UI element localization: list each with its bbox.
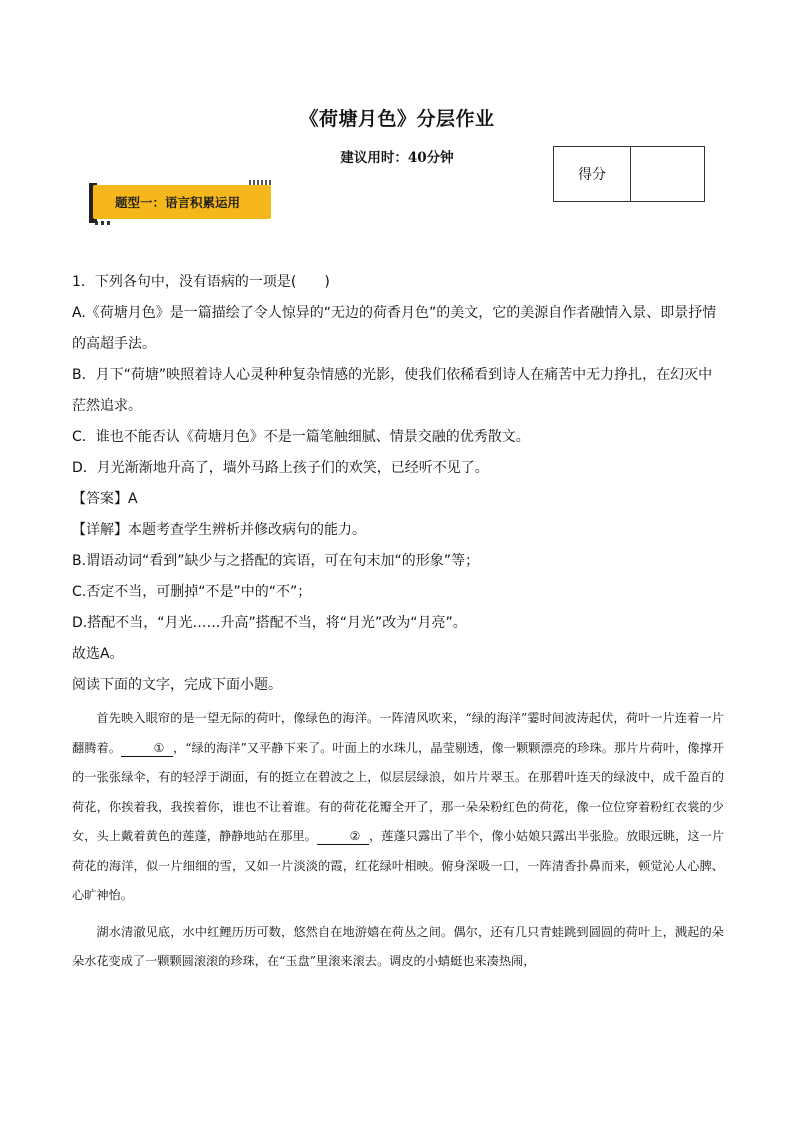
passage-text: 首先映入眼帘的是一望无际的荷叶，像绿色的海洋。一阵清风吹来，“绿的海洋”霎时间波涛起伏，荷叶一片连着一片翻腾着。 (72, 711, 724, 755)
option-a: A.《荷塘月色》是一篇描绘了令人惊异的“无边的荷香月色”的美文，它的美源自作者融情入景、即景抒情的高超手法。 (72, 305, 717, 352)
blank-1: ① (121, 740, 173, 757)
detail-b: B.谓语动词“看到”缺少与之搭配的宾语，可在句末加“的形象”等； (72, 553, 480, 569)
passage-text: ，莲蓬只露出了半个，像小姑娘只露出半张脸。放眼远眺，这一片荷花的海洋，似一片细细的雪，又如一片淡淡的霞，红花绿叶相映。俯身深吸一口，一阵清香扑鼻而来，顿觉沁人心脾、心旷神怡。 (72, 829, 725, 902)
answer: 【答案】A (72, 491, 138, 507)
passage-paragraph-1 (72, 704, 724, 911)
option-c: C．谁也不能否认《荷塘月色》不是一篇笔触细腻、情景交融的优秀散文。 (72, 429, 530, 445)
question-stem: 1．下列各句中，没有语病的一项是( ) (72, 274, 330, 290)
score-box (553, 146, 705, 202)
question-1 (72, 267, 722, 701)
page-title: 《荷塘月色》分层作业 (299, 108, 495, 130)
section-banner (89, 180, 271, 226)
passage-text: ，“绿的海洋”又平静下来了。叶面上的水珠儿，晶莹剔透，像一颗颗漂亮的珍珠。那片片荷叶，像撑开的一张张绿伞，有的轻浮于湖面，有的挺立在碧波之上，似层层绿浪，如片片翠玉。在那碧叶连天的绿波中，成千盈百的荷花，你挨着我，我挨着你，谁也不让着谁。有的荷花花瓣全开了，那一朵朵粉红色的荷花，像一位位穿着粉红衣裳的少女，头上戴着黄色的莲蓬，静静地站在那里。 (72, 740, 724, 843)
score-label: 得分 (554, 147, 631, 201)
banner-dots-decoration (95, 221, 111, 225)
reading-intro: 阅读下面的文字，完成下面小题。 (72, 677, 282, 693)
passage-paragraph-2: 湖水清澈见底，水中红鲤历历可数，悠然自在地游嬉在荷丛之间。偶尔，还有几只青蛙跳到圆圆的荷叶上，溅起的朵朵水花变成了一颗颗圆滚滚的珍珠，在“玉盘”里滚来滚去。调皮的小蜻蜓也来凑热闹， (72, 924, 724, 968)
conclusion: 故选A。 (72, 646, 124, 662)
option-d: D．月光渐渐地升高了，墙外马路上孩子们的欢笑，已经听不见了。 (72, 460, 489, 476)
banner-text: 题型一：语言积累运用 (115, 195, 241, 210)
reading-passage (72, 704, 724, 984)
score-field[interactable] (631, 147, 704, 201)
option-b: B．月下“荷塘”映照着诗人心灵种种复杂情感的光影，使我们依稀看到诗人在痛苦中无力挣扎，在幻灭中茫然追求。 (72, 367, 713, 414)
detail-d: D.搭配不当，“月光……升高”搭配不当，将“月光”改为“月亮”。 (72, 615, 467, 631)
detail-c: C.否定不当，可删掉“不是”中的“不”； (72, 584, 312, 600)
banner-stripes-decoration (249, 180, 271, 185)
blank-2: ② (317, 828, 369, 845)
suggested-time: 建议用时：40分钟 (340, 150, 454, 166)
analysis: 【详解】本题考查学生辨析并修改病句的能力。 (72, 522, 366, 538)
